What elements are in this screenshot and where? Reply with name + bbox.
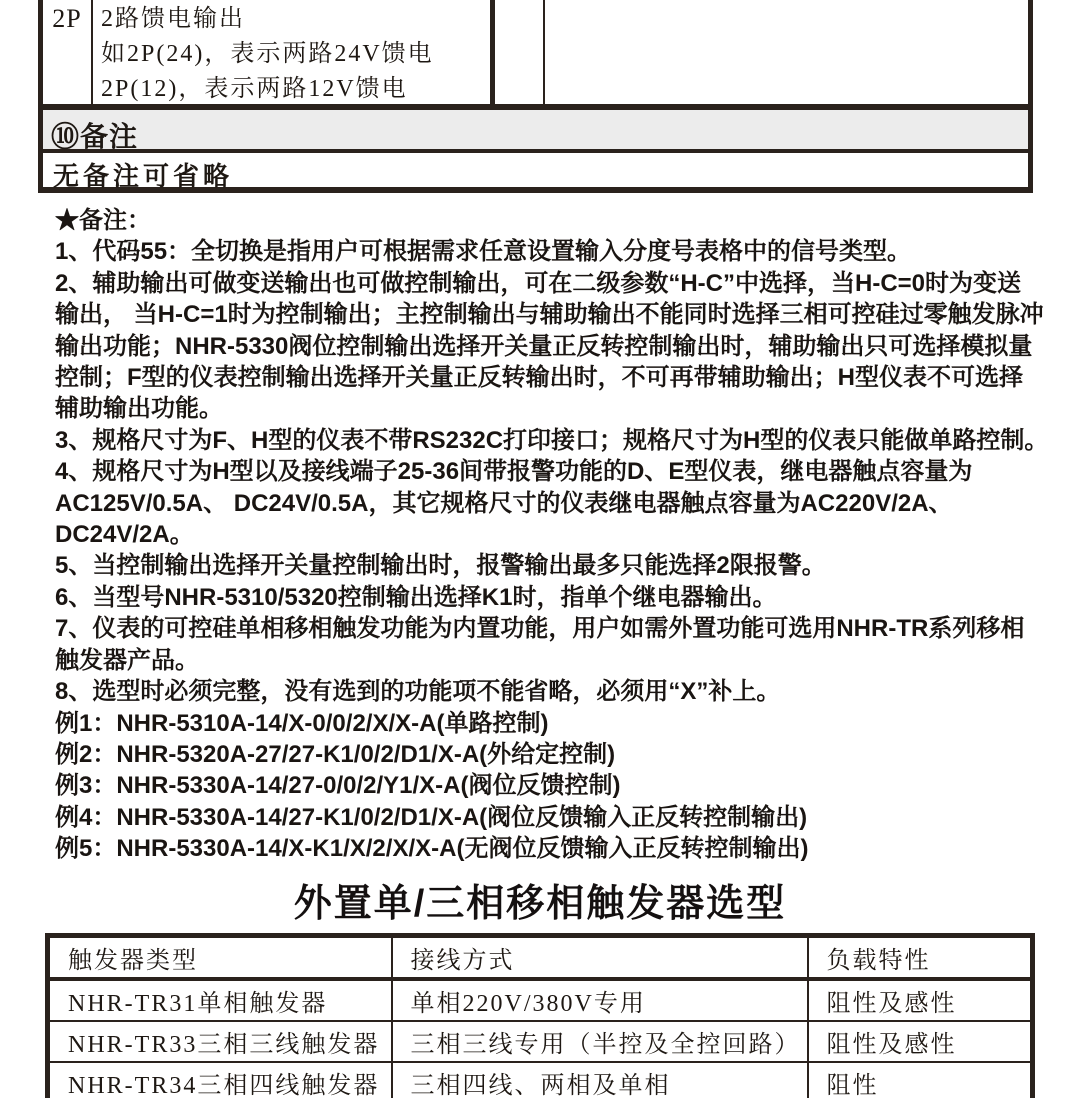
note-example-3: 例3：NHR-5330A-14/27-0/0/2/Y1/X-A(阀位反馈控制)	[55, 772, 621, 800]
cell-trigger-type: NHR-TR34三相四线触发器	[48, 1062, 392, 1098]
note-line: 8、选型时必须完整，没有选到的功能项不能省略，必须用“X”补上。	[55, 678, 781, 706]
cell-load-characteristic: 阻性及感性	[808, 1021, 1033, 1062]
cell-trigger-type: NHR-TR33三相三线触发器	[48, 1021, 392, 1062]
feed-desc-line-2: 如2P(24)，表示两路24V馈电	[101, 41, 434, 67]
empty-code-cell	[495, 0, 545, 104]
notes-section	[55, 205, 1049, 865]
note-line: 3、规格尺寸为F、H型的仪表不带RS232C打印接口；规格尺寸为H型的仪表只能做单路控制。	[55, 426, 1049, 454]
empty-desc-cell	[545, 0, 1028, 104]
cell-wiring-mode: 单相220V/380V专用	[392, 979, 808, 1021]
feed-desc-line-1: 2路馈电输出	[101, 6, 245, 32]
note-line: 7、仪表的可控硅单相移相触发功能为内置功能，用户如需外置功能可选用NHR-TR系列移相	[55, 615, 1025, 643]
cell-load-characteristic: 阻性	[808, 1062, 1033, 1098]
note-line: 6、当型号NHR-5310/5320控制输出选择K1时，指单个继电器输出。	[55, 583, 777, 611]
table-row	[48, 1021, 1033, 1062]
note-line: AC125V/0.5A、 DC24V/0.5A，其它规格尺寸的仪表继电器触点容量为AC220V/2A、	[55, 489, 953, 517]
note-example-4: 例4：NHR-5330A-14/27-K1/0/2/D1/X-A(阀位反馈输入正反转控制输出)	[55, 803, 808, 831]
notes-title: ★备注：	[55, 207, 151, 234]
feed-output-table-fragment	[38, 0, 1033, 110]
remark-section-header: ⑩备注	[38, 110, 1033, 153]
trigger-selection-table	[45, 933, 1035, 1098]
note-line: 输出， 当H-C=1时为控制输出；主控制输出与辅助输出不能同时选择三相可控硅过零触发脉冲	[55, 301, 1044, 329]
feed-desc-cell	[93, 0, 495, 104]
note-line: 辅助输出功能。	[55, 395, 223, 423]
feed-code-cell: 2P	[43, 0, 93, 104]
column-header-wiring-mode: 接线方式	[392, 936, 808, 980]
remark-section-body: 无备注可省略	[38, 153, 1033, 193]
table-row	[48, 979, 1033, 1021]
column-header-load-characteristic: 负载特性	[808, 936, 1033, 980]
feed-desc-line-3: 2P(12)，表示两路12V馈电	[101, 76, 408, 102]
note-line: 1、代码55：全切换是指用户可根据需求任意设置输入分度号表格中的信号类型。	[55, 238, 912, 266]
note-line: 控制；F型的仪表控制输出选择开关量正反转输出时，不可再带辅助输出；H型仪表不可选择	[55, 364, 1023, 392]
note-line: 输出功能；NHR-5330阀位控制输出选择开关量正反转控制输出时，辅助输出只可选择模拟量	[55, 332, 1033, 360]
note-example-2: 例2：NHR-5320A-27/27-K1/0/2/D1/X-A(外给定控制)	[55, 740, 616, 768]
cell-wiring-mode: 三相三线专用（半控及全控回路）	[392, 1021, 808, 1062]
table-header-row	[48, 936, 1033, 980]
note-example-5: 例5：NHR-5330A-14/X-K1/X/2/X/X-A(无阀位反馈输入正反转控制输出)	[55, 835, 809, 863]
column-header-trigger-type: 触发器类型	[48, 936, 392, 980]
note-line: 2、辅助输出可做变送输出也可做控制输出，可在二级参数“H-C”中选择，当H-C=0时为变送	[55, 269, 1022, 297]
table-row	[48, 1062, 1033, 1098]
cell-load-characteristic: 阻性及感性	[808, 979, 1033, 1021]
cell-trigger-type: NHR-TR31单相触发器	[48, 979, 392, 1021]
note-example-1: 例1：NHR-5310A-14/X-0/0/2/X/X-A(单路控制)	[55, 709, 549, 737]
note-line: 4、规格尺寸为H型以及接线端子25-36间带报警功能的D、E型仪表，继电器触点容量为	[55, 458, 973, 486]
note-line: 5、当控制输出选择开关量控制输出时，报警输出最多只能选择2限报警。	[55, 552, 826, 580]
cell-wiring-mode: 三相四线、两相及单相	[392, 1062, 808, 1098]
note-line: DC24V/2A。	[55, 521, 194, 549]
page-title: 外置单/三相移相触发器选型	[293, 883, 787, 925]
note-line: 触发器产品。	[55, 646, 199, 674]
